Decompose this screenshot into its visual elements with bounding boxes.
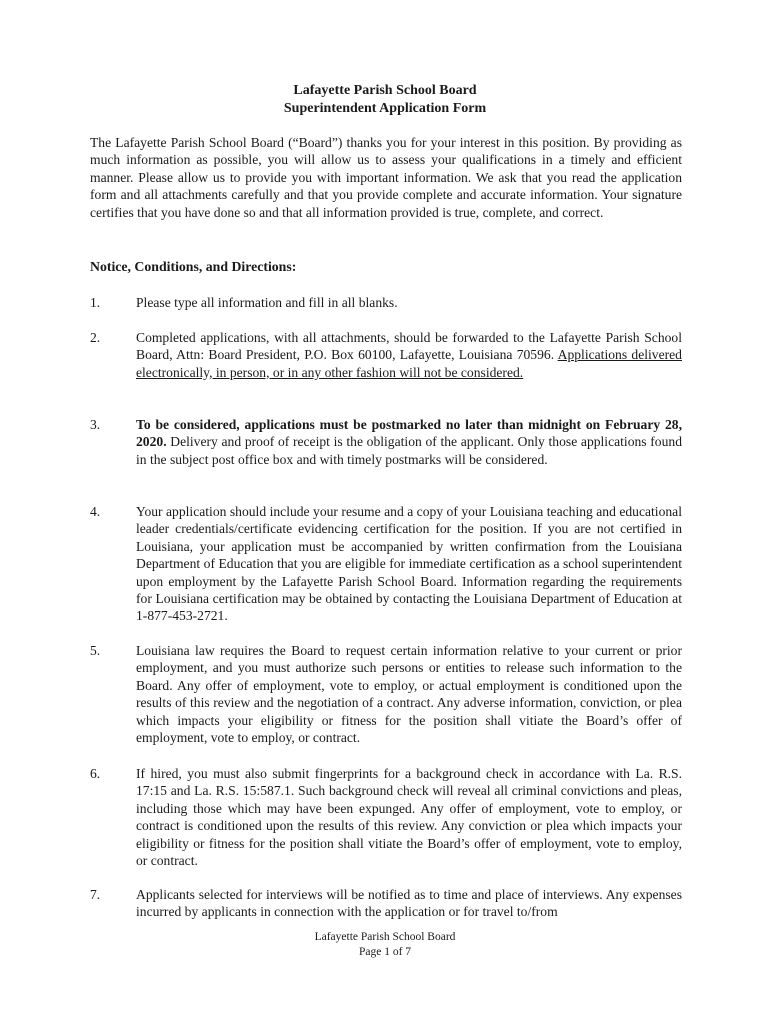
item-text-plain: Delivery and proof of receipt is the obligation of the applicant. Only those applications found in the subject post office box and with timely postmarks will be considered. xyxy=(136,434,682,467)
list-item-7 xyxy=(90,886,682,921)
list-item-5 xyxy=(90,642,682,746)
item-text-underlined: Applications delivered electronically, in person, or in any other fashion will not be considered. xyxy=(136,347,682,380)
item-text: Please type all information and fill in all blanks. xyxy=(136,295,398,310)
item-number: 5. xyxy=(90,643,101,658)
item-text: Applicants selected for interviews will be notified as to time and place of interviews. Any expenses incurred by applicants in connection with the application or for travel to/from xyxy=(136,887,682,920)
item-number: 3. xyxy=(90,417,101,432)
title-line-1: Lafayette Parish School Board xyxy=(293,83,477,98)
page-title xyxy=(0,82,770,118)
item-number: 6. xyxy=(90,766,101,781)
footer-page-number: Page 1 of 7 xyxy=(358,945,412,958)
item-number: 2. xyxy=(90,330,101,345)
item-text xyxy=(136,329,682,381)
page-footer xyxy=(0,930,770,959)
list-item-4 xyxy=(90,503,682,625)
item-text xyxy=(136,416,682,468)
item-text-plain: Completed applications, with all attachments, should be forwarded to the Lafayette Parish School Board, Attn: Board President, P.O. Box 60100, Lafayette, Louisiana 70596. xyxy=(136,330,682,363)
item-number: 4. xyxy=(90,504,101,519)
list-item-6 xyxy=(90,765,682,869)
title-line-2: Superintendent Application Form xyxy=(283,101,487,116)
item-number: 1. xyxy=(90,295,101,310)
item-text: Your application should include your resume and a copy of your Louisiana teaching and educational leader credentials/certificate evidencing certification for the position. If you are not certified in Louisiana, your application must be accompanied by written confirmation from the Louisiana Department of Education that you are eligible for immediate certification as a school superintendent upon employment by the Lafayette Parish School Board. Information regarding the requirements for Louisiana certification may be obtained by contacting the Louisiana Department of Education at 1-877-453-2721. xyxy=(136,504,682,624)
intro-paragraph: The Lafayette Parish School Board (“Board”) thanks you for your interest in this position. By providing as much information as possible, you will allow us to assess your qualifications in a timely and efficient manner. Please allow us to provide you with important information. We ask that you read the application form and all attachments carefully and that you provide complete and accurate information. Your signature certifies that you have done so and that all information provided is true, complete, and correct. xyxy=(90,135,682,220)
notice-heading: Notice, Conditions, and Directions: xyxy=(90,259,297,274)
item-text-bold: To be considered, applications must be postmarked no later than midnight on February 28, 2020. xyxy=(136,417,682,450)
footer-org: Lafayette Parish School Board xyxy=(314,931,456,943)
item-text: If hired, you must also submit fingerprints for a background check in accordance with La. R.S. 17:15 and La. R.S. 15:587.1. Such background check will reveal all criminal convictions and pleas, including those which may have been expunged. Any offer of employment, vote to employ, or contract is conditioned upon the results of this review. Any conviction or plea which impacts your eligibility or fitness for the position shall vitiate the Board’s offer of employment, vote to employ, or contract. xyxy=(136,766,682,869)
list-item-3 xyxy=(90,416,682,468)
item-number: 7. xyxy=(90,887,101,902)
list-item-2 xyxy=(90,329,682,381)
item-text: Louisiana law requires the Board to request certain information relative to your current or prior employment, and you must authorize such persons or entities to release such information to the Board. Any offer of employment, vote to employ, or actual employment is conditioned upon the results of this review and the negotiation of a contract. Any adverse information, conviction, or plea which impacts your eligibility or fitness for the position shall vitiate the Board’s offer of employment, vote to employ, or contract. xyxy=(136,643,682,746)
list-item-1 xyxy=(90,294,682,311)
